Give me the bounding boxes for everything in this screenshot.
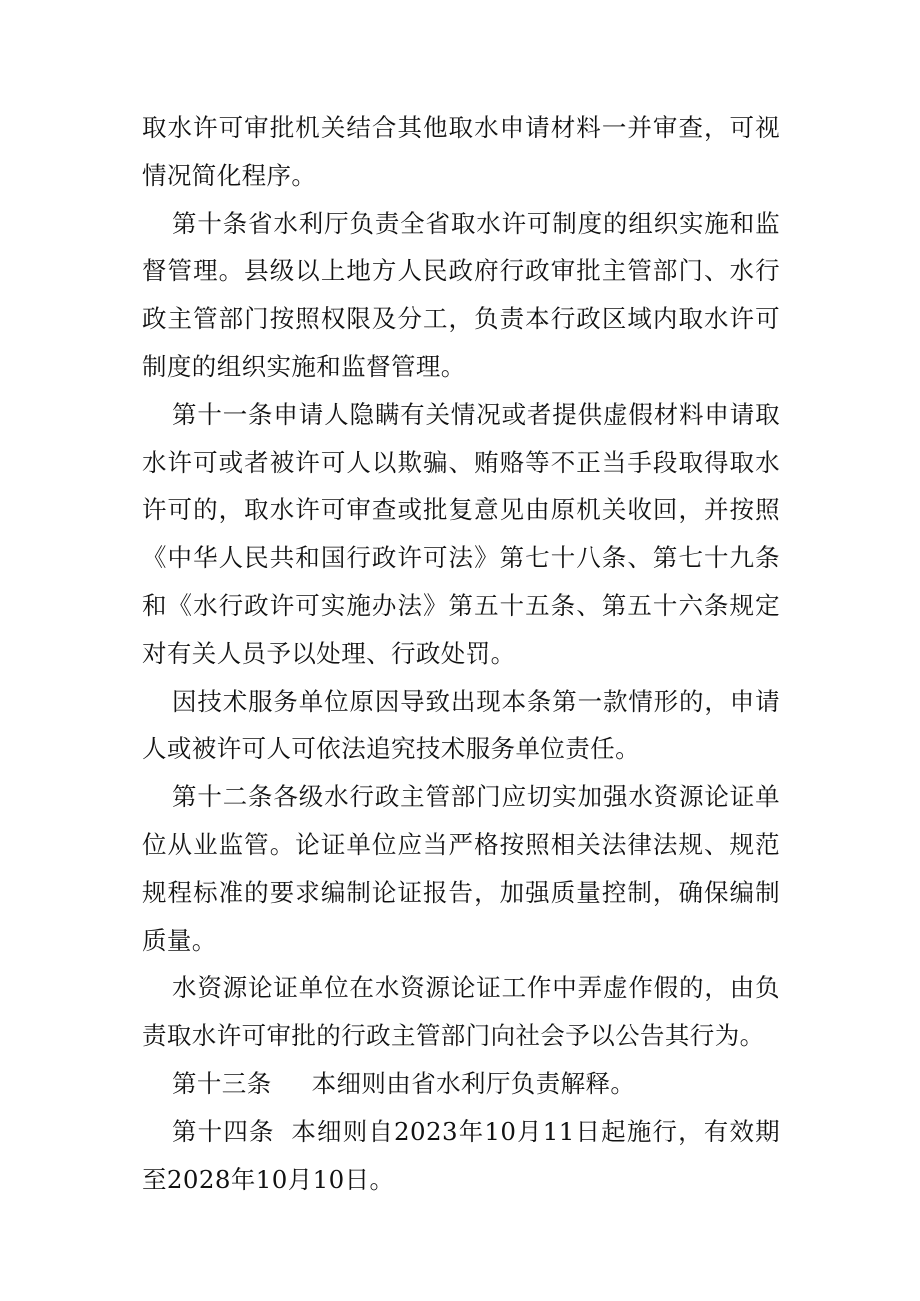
paragraph-article-14	[142, 1108, 780, 1204]
paragraph-article-13	[142, 1060, 780, 1108]
paragraph-article-11: 第十一条申请人隐瞒有关情况或者提供虚假材料申请取水许可或者被许可人以欺骗、贿赂等不正当手段取得取水许可的，取水许可审查或批复意见由原机关收回，并按照《中华人民共和国行政许可法》第七十八条、第七十九条和《水行政许可实施办法》第五十五条、第五十六条规定对有关人员予以处理、行政处罚。	[142, 399, 780, 668]
paragraph-continuation: 取水许可审批机关结合其他取水申请材料一并审查，可视情况简化程序。	[142, 113, 780, 190]
article-13-text: 本细则由省水利厅负责解释。	[311, 1068, 636, 1098]
article-14-text: 本细则自2023年10月11日起施行，有效期至2028年10月10日。	[142, 1116, 781, 1194]
paragraph-article-11-clause-2: 因技术服务单位原因导致出现本条第一款情形的，申请人或被许可人可依法追究技术服务单位责任。	[142, 686, 780, 764]
paragraph-article-12: 第十二条各级水行政主管部门应切实加强水资源论证单位从业监管。论证单位应当严格按照相关法律法规、规范规程标准的要求编制论证报告，加强质量控制，确保编制质量。	[142, 782, 780, 955]
paragraph-article-10: 第十条省水利厅负责全省取水许可制度的组织实施和监督管理。县级以上地方人民政府行政审批主管部门、水行政主管部门按照权限及分工，负责本行政区域内取水许可制度的组织实施和监督管理。	[142, 208, 780, 381]
article-13-label: 第十三条	[172, 1068, 272, 1098]
article-14-label: 第十四条	[172, 1116, 275, 1146]
paragraph-article-12-clause-2: 水资源论证单位在水资源论证工作中弄虚作假的，由负责取水许可审批的行政主管部门向社会予以公告其行为。	[142, 973, 780, 1051]
